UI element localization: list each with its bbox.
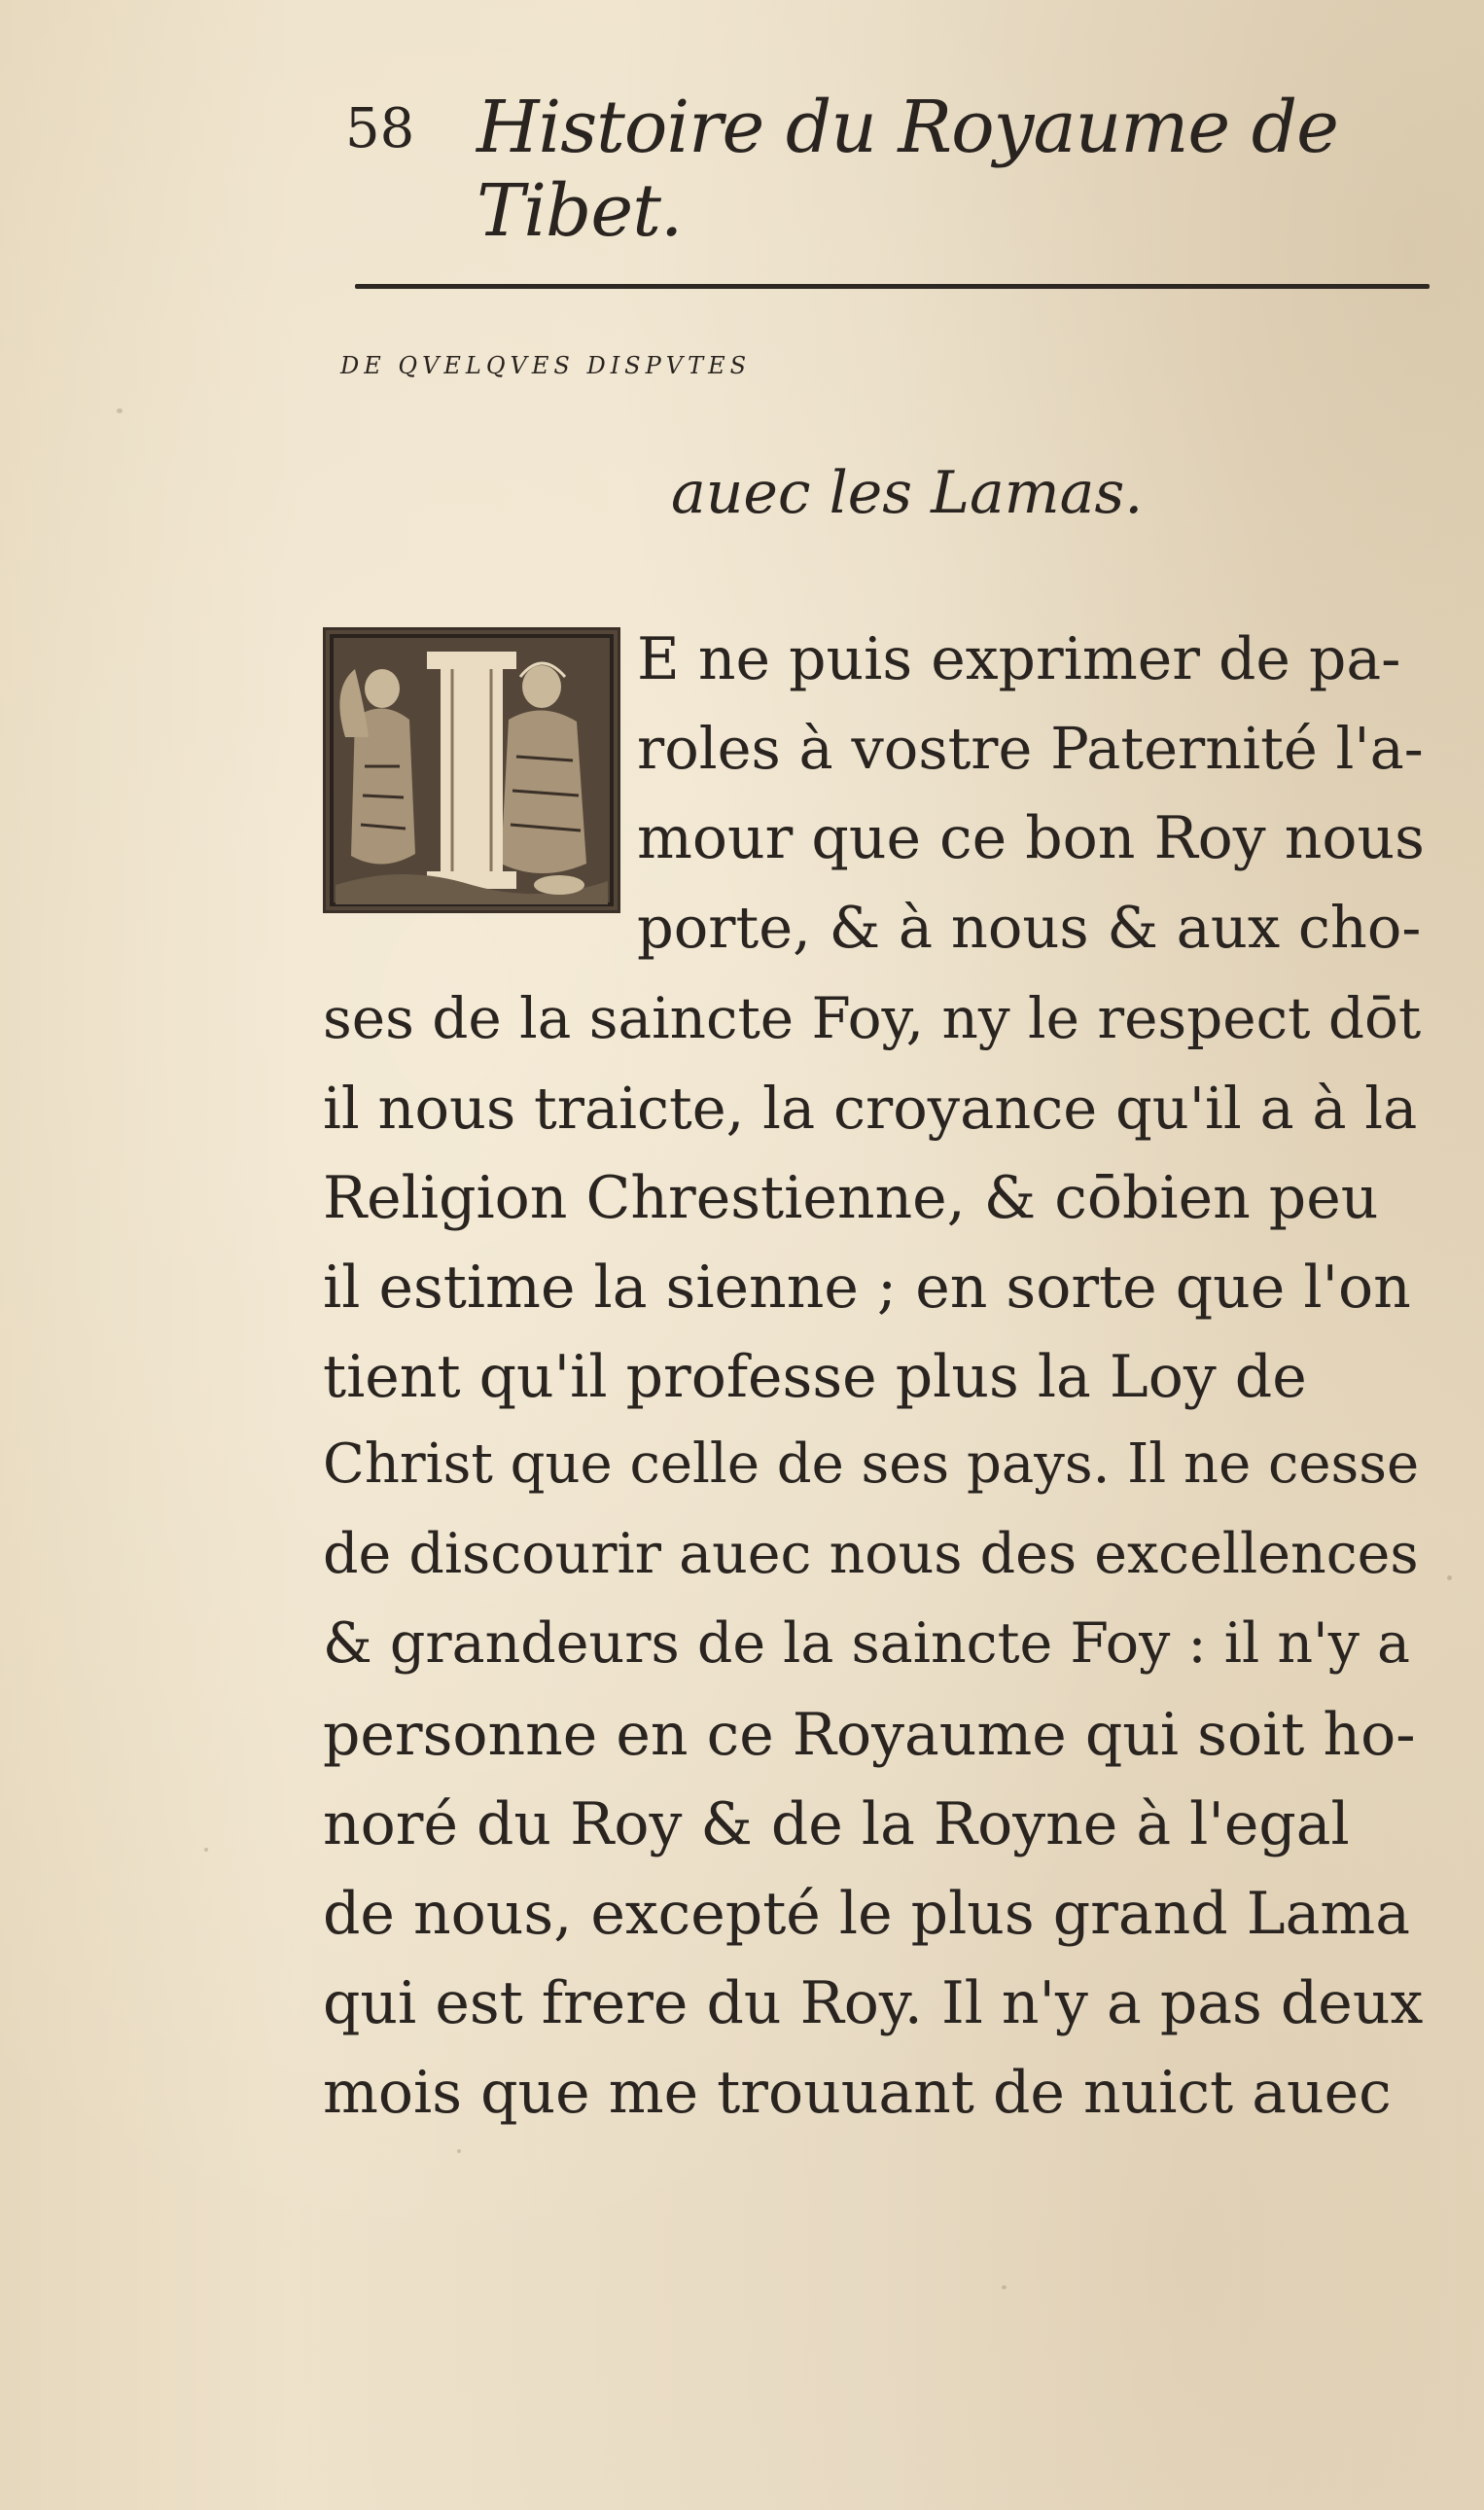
text-line: qui est frere du Roy. Il n'y a pas deux [323, 1969, 1424, 2037]
chapter-subtitle: auec les Lamas. [671, 459, 1144, 527]
text-line: de nous, excepté le plus grand Lama [323, 1880, 1411, 1948]
text-line: ses de la saincte Foy, ny le respect dōt [323, 985, 1422, 1051]
text-line: Christ que celle de ses pays. Il ne cesse [323, 1432, 1420, 1496]
text-line: noré du Roy & de la Royne à l'egal [323, 1790, 1350, 1858]
text-line: Religion Chrestienne, & cōbien peu [323, 1164, 1379, 1232]
text-line: il nous traicte, la croyance qu'il a à la [323, 1075, 1418, 1142]
text-line: de discourir auec nous des excellences [323, 1522, 1419, 1586]
text-line: personne en ce Royaume qui soit ho- [323, 1701, 1416, 1769]
text-line: roles à vostre Paternité l'a- [637, 715, 1424, 782]
page-number: 58 [345, 97, 415, 160]
text-line: tient qu'il professe plus la Loy de [323, 1343, 1307, 1411]
chapter-title: DE QVELQVES DISPVTES [340, 352, 752, 379]
text-line: mois que me trouuant de nuict auec [323, 2059, 1392, 2127]
text-line: porte, & à nous & aux cho- [637, 894, 1422, 961]
text-line: il estime la sienne ; en sorte que l'on [323, 1254, 1411, 1322]
running-title: Histoire du Royaume de Tibet. [477, 86, 1338, 253]
text-line: E ne puis exprimer de pa- [637, 625, 1401, 693]
text-line: mour que ce bon Roy nous [637, 804, 1425, 872]
text-line: & grandeurs de la saincte Foy : il n'y a [323, 1611, 1411, 1676]
